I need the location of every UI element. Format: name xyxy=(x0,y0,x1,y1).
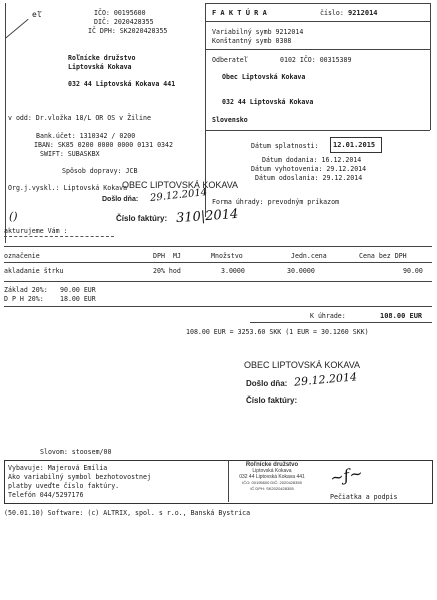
delivery-method: Spôsob dopravy: JCB xyxy=(62,167,138,175)
invoice-title: F A K T Ú R A xyxy=(212,9,267,17)
row-total: 90.00 xyxy=(403,267,423,275)
due-date: 12.01.2015 xyxy=(333,141,376,149)
coop-stamp-line-4: IČO: 00195600 DIČ: 2020428355 xyxy=(242,480,302,485)
table-header-bottom-line xyxy=(4,262,432,263)
header-top-line xyxy=(205,3,430,4)
buyer-underline xyxy=(205,130,430,131)
issue-date: Dátum vyhotovenia: 29.12.2014 xyxy=(251,165,367,173)
supplier-diagonal-cut xyxy=(5,19,29,39)
header-unit: MJ xyxy=(173,252,181,260)
delivery-date: Dátum dodania: 16.12.2014 xyxy=(262,156,362,164)
supplier-iban: IBAN: SK85 0200 0000 0000 0131 0342 xyxy=(34,141,173,149)
variable-symbol: Variabilný symb 9212014 xyxy=(212,28,304,36)
footer-box-divider xyxy=(228,460,229,502)
amount-in-words: Slovom: stoosem/00 xyxy=(40,448,112,456)
sent-date: Dátum odoslania: 29.12.2014 xyxy=(255,174,363,182)
supplier-cut-label: eľ xyxy=(32,10,42,19)
received-stamp-date: 29.12.2014 xyxy=(149,187,208,204)
buyer-name: Obec Liptovská Kokava xyxy=(222,73,306,81)
invoice-number: 9212014 xyxy=(348,9,378,17)
coop-stamp-line-2: Liptovská Kokava xyxy=(252,468,292,474)
coop-stamp-line-3: 032 44 Liptovská Kokava 441 xyxy=(239,474,305,480)
signature: ~ƒ~ xyxy=(328,463,365,488)
invoice-title-underline xyxy=(205,21,430,22)
buyer-address: 032 44 Liptovská Kokava xyxy=(222,98,314,106)
to-pay-underline xyxy=(250,322,432,323)
bottom-stamp-org: OBEC LIPTOVSKÁ KOKAVA xyxy=(244,360,361,370)
supplier-ico: IČO: 00195600 xyxy=(94,9,146,17)
items-bottom-line xyxy=(4,281,432,282)
header-description: označenie xyxy=(4,252,40,260)
header-total: Cena bez DPH xyxy=(359,252,407,260)
row-unit-price: 30.0000 xyxy=(287,267,315,275)
supplier-swift: SWIFT: SUBASKBX xyxy=(40,150,100,158)
header-quantity: Množstvo xyxy=(211,252,243,260)
summary-divider xyxy=(4,306,432,307)
payment-method: Forma úhrady: prevodným príkazom xyxy=(212,198,340,206)
footer-phone: Telefón 044/5297176 xyxy=(8,491,84,499)
table-intro-underline xyxy=(4,236,114,237)
footer-note-1: Ako variabilný symbol bezhotovostnej xyxy=(8,473,151,481)
buyer-label: Odberateľ xyxy=(212,56,248,64)
header-right-border xyxy=(430,3,431,130)
received-stamp-date-label: Došlo dňa: xyxy=(102,196,139,203)
supplier-icdph: IČ DPH: SK2020428355 xyxy=(88,27,168,35)
received-stamp-invoice-number: 310|2014 xyxy=(175,206,239,227)
supplier-bank-account: Bank.účet: 1310342 / 0200 xyxy=(36,132,136,140)
to-pay-amount: 108.00 EUR xyxy=(380,312,423,320)
footer-note-2: platby uveďte číslo faktúry. xyxy=(8,482,120,490)
org-unit: Org.j.vyskl.: Liptovská Kokava xyxy=(8,184,128,192)
bottom-stamp-date-label: Došlo dňa: xyxy=(246,379,288,388)
vat-amount: 18.00 EUR xyxy=(60,295,96,303)
coop-stamp-line-5: IČ DPH: SK2020428355 xyxy=(250,486,294,491)
table-header-top-line xyxy=(4,246,432,247)
supplier-name: Roľnícke družstvo xyxy=(68,54,136,62)
currency-conversion: 108.00 EUR = 3253.60 SKK (1 EUR = 30.1260 SKK) xyxy=(186,328,369,336)
vat-base: 90.00 EUR xyxy=(60,286,96,294)
row-description: akladanie štrku xyxy=(4,267,64,275)
header-unit-price: Jedn.cena xyxy=(291,252,327,260)
software-credit: (50.01.10) Software: (c) ALTRIX, spol. s r.o., Banská Bystrica xyxy=(4,509,251,517)
invoice-number-label: číslo: xyxy=(320,9,344,17)
table-intro: akturujeme Vám : xyxy=(4,227,68,235)
vat-base-label: Základ 20%: xyxy=(4,286,48,294)
margin-scribble: () xyxy=(9,210,18,223)
to-pay-label: K úhrade: xyxy=(310,312,346,320)
row-quantity: 3.0000 xyxy=(221,267,245,275)
received-stamp-org: OBEC LIPTOVSKÁ KOKAVA xyxy=(122,180,239,190)
symbol-underline xyxy=(205,49,430,50)
supplier-dic: DIČ: 2020428355 xyxy=(94,18,154,26)
received-stamp-invoice-label: Číslo faktúry: xyxy=(116,214,168,223)
constant-symbol: Konštantný symb 0308 xyxy=(212,37,292,45)
coop-stamp-line-1: Roľnícke družstvo xyxy=(245,462,299,468)
row-vat-unit: 20% hod xyxy=(153,267,181,275)
vat-label: D P H 20%: xyxy=(4,295,44,303)
issued-by: Vybavuje: Majerová Emília xyxy=(8,464,108,472)
buyer-ico: 0102 IČO: 00315389 xyxy=(280,56,352,64)
signature-label: Pečiatka a podpis xyxy=(330,493,398,501)
supplier-register: v odd: Dr.vložka 18/L OR OS v Žiline xyxy=(8,114,151,122)
header-vat: DPH xyxy=(153,252,165,260)
supplier-address: 032 44 Liptovská Kokava 441 xyxy=(68,80,176,88)
buyer-country: Slovensko xyxy=(212,116,248,124)
bottom-stamp-date: 29.12.2014 xyxy=(293,370,358,389)
bottom-stamp-invoice-label: Číslo faktúry: xyxy=(246,396,298,405)
due-date-label: Dátum splatnosti: xyxy=(251,142,319,150)
cooperative-stamp xyxy=(232,462,312,500)
supplier-place: Liptovská Kokava xyxy=(68,63,132,71)
